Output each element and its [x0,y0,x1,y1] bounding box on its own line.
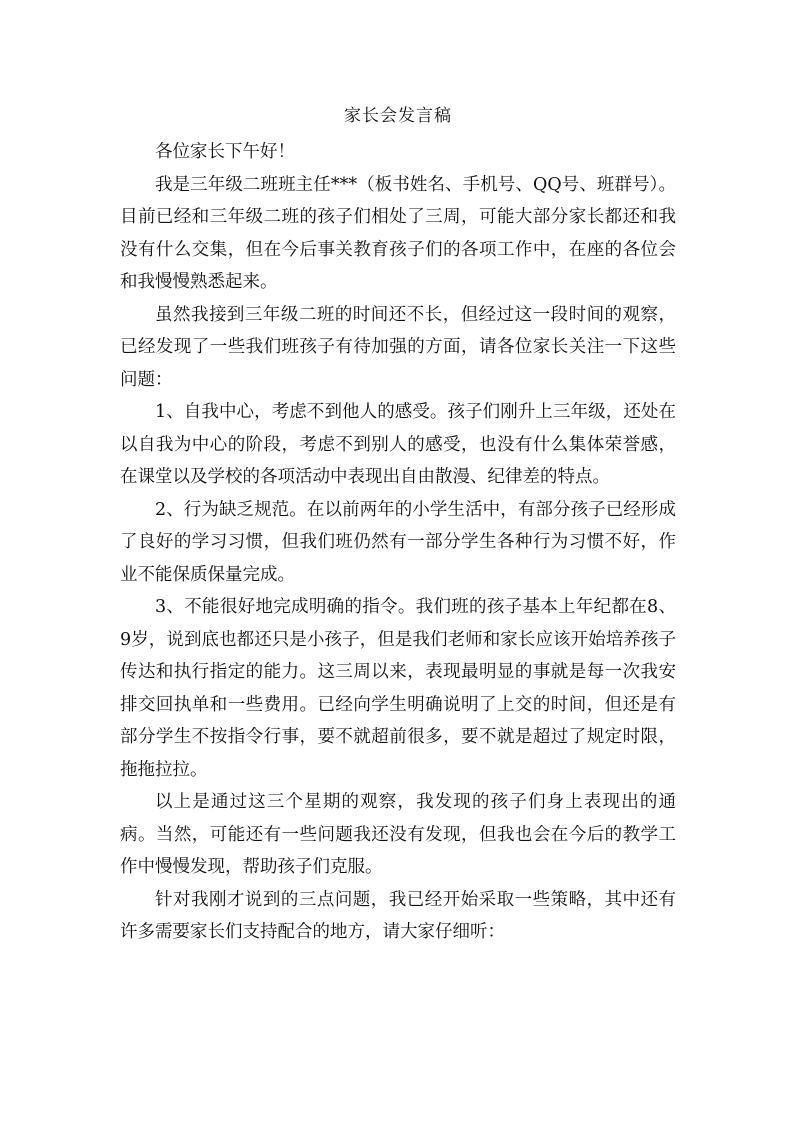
issue-1-paragraph: 1、自我中心，考虑不到他人的感受。孩子们刚升上三年级，还处在以自我为中心的阶段，考虑不到别人的感受，也没有什么集体荣誉感，在课堂以及学校的各项活动中表现出自由散漫、纪律差的特点。 [120,402,676,487]
observation-paragraph: 虽然我接到三年级二班的时间还不长，但经过这一段时间的观察，已经发现了一些我们班孩子有待加强的方面，请各位家长关注一下这些问题： [120,304,676,390]
document-title: 家长会发言稿 [344,106,452,126]
greeting-paragraph: 各位家长下午好！ [155,142,295,162]
issue-2-paragraph: 2、行为缺乏规范。在以前两年的小学生活中，有部分孩子已经形成了良好的学习习惯，但我们班仍然有一部分学生各种行为习惯不好，作业不能保质保量完成。 [120,499,676,585]
document-body [120,100,676,949]
intro-paragraph: 我是三年级二班班主任***（板书姓名、手机号、QQ号、班群号）。目前已经和三年级二班的孩子们相处了三周，可能大部分家长都还和我没有什么交集，但在今后事关教育孩子们的各项工作中，在座的各位会和我慢慢熟悉起来。 [120,174,676,292]
summary-paragraph: 以上是通过这三个星期的观察，我发现的孩子们身上表现出的通病。当然，可能还有一些问题我还没有发现，但我也会在今后的教学工作中慢慢发现，帮助孩子们克服。 [120,792,676,877]
issue-3-paragraph: 3、不能很好地完成明确的指令。我们班的孩子基本上年纪都在8、9岁，说到底也都还只是小孩子，但是我们老师和家长应该开始培养孩子传达和执行指定的能力。这三周以来，表现最明显的事就是每一次我安排交回执单和一些费用。已经向学生明确说明了上交的时间，但还是有部分学生不按指令行事，要不就超前很多，要不就是超过了规定时限，拖拖拉拉。 [120,597,676,780]
strategy-paragraph: 针对我刚才说到的三点问题，我已经开始采取一些策略，其中还有许多需要家长们支持配合的地方，请大家仔细听： [120,889,676,942]
